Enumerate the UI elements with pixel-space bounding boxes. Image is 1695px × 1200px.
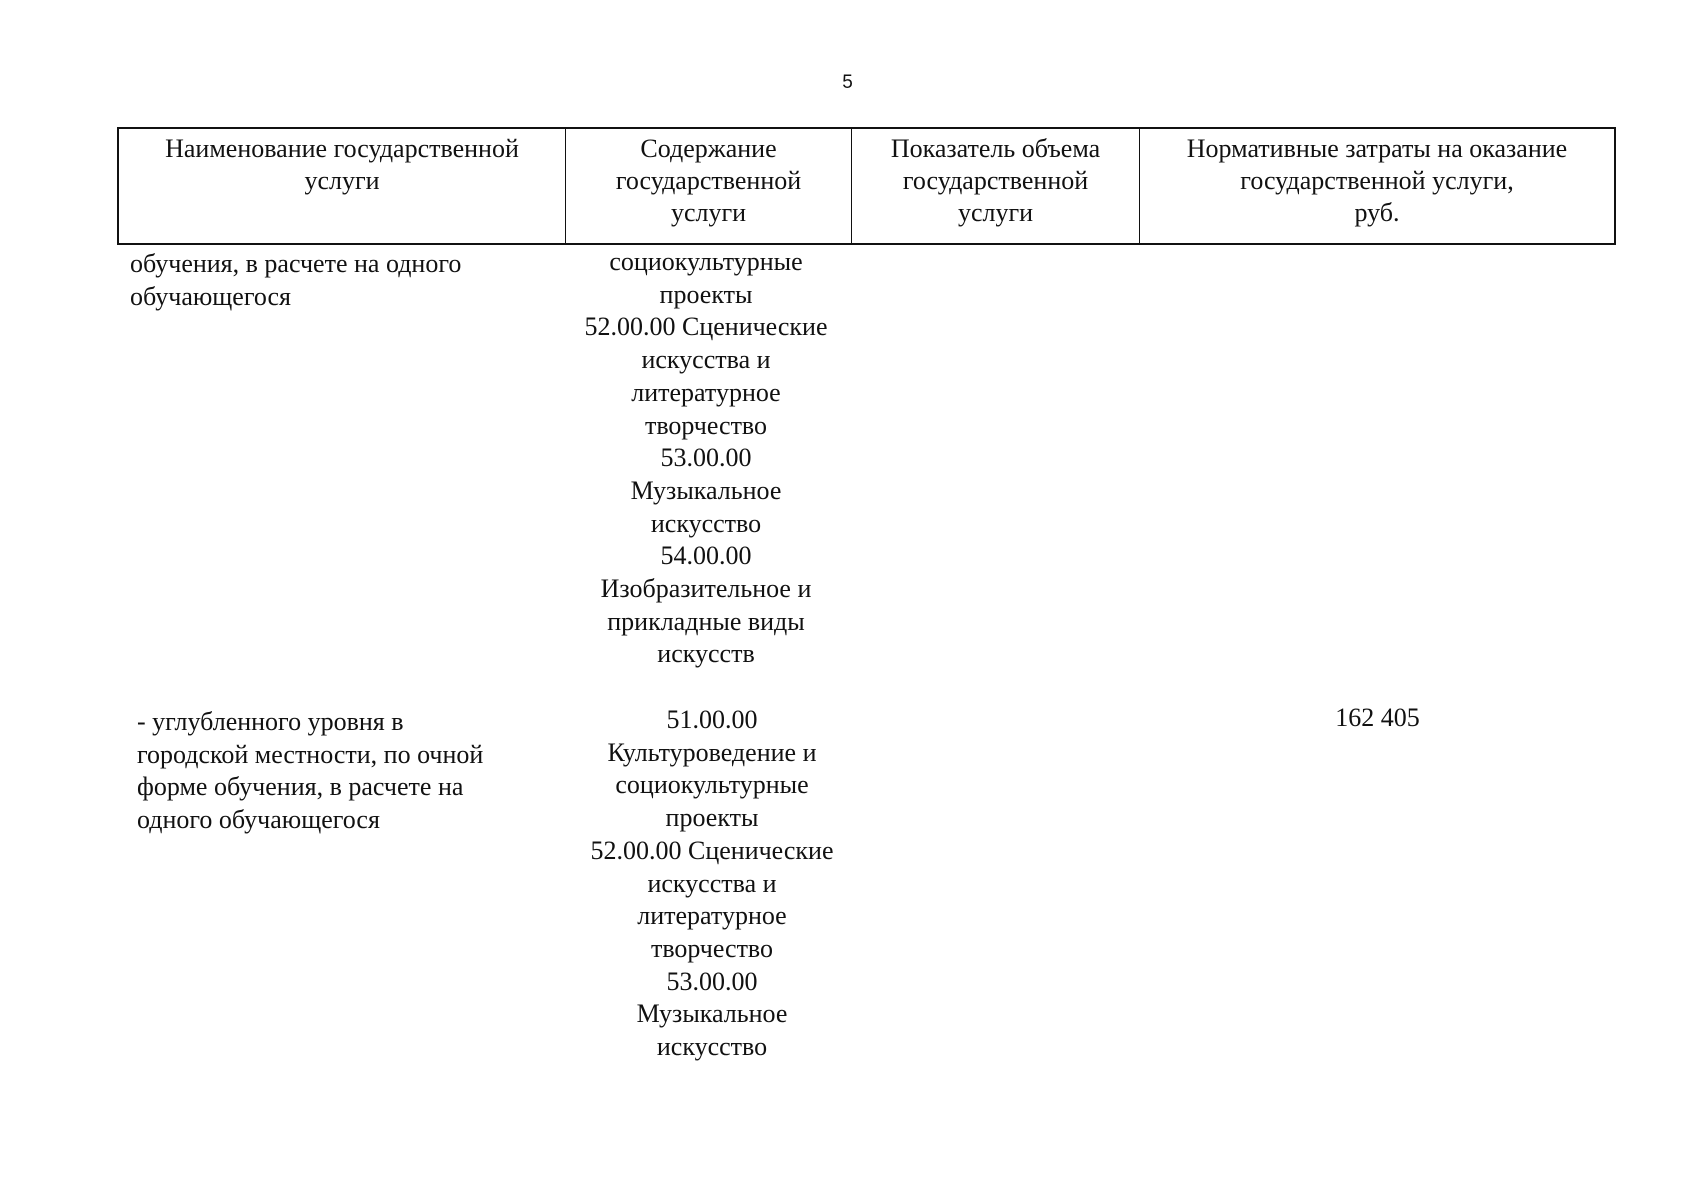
row2-service-name: - углубленного уровня в городской местности, по очной форме обучения, в расчете на одного обучающегося xyxy=(137,707,484,835)
header-service-name: Наименование государственной услуги xyxy=(119,129,566,243)
header-volume-indicator: Показатель объема государственной услуги xyxy=(852,129,1140,243)
page-number: 5 xyxy=(842,72,853,93)
row2-normative-cost: 162 405 xyxy=(1335,703,1420,732)
table-header xyxy=(117,127,1616,245)
row1-service-content: социокультурные проекты 52.00.00 Сценические искусства и литературное творчество 53.00.00 Музыкальное искусство 54.00.00 Изобразительное и прикладные виды искусств xyxy=(584,247,828,669)
row1-service-name: обучения, в расчете на одного обучающегося xyxy=(130,249,462,311)
row2-service-content: 51.00.00 Культуроведение и социокультурные проекты 52.00.00 Сценические искусства и литературное творчество 53.00.00 Музыкальное искусство xyxy=(590,705,834,1062)
header-normative-costs: Нормативные затраты на оказание государственной услуги, руб. xyxy=(1186,134,1568,227)
header-service-content: Содержание государственной услуги xyxy=(566,129,852,243)
